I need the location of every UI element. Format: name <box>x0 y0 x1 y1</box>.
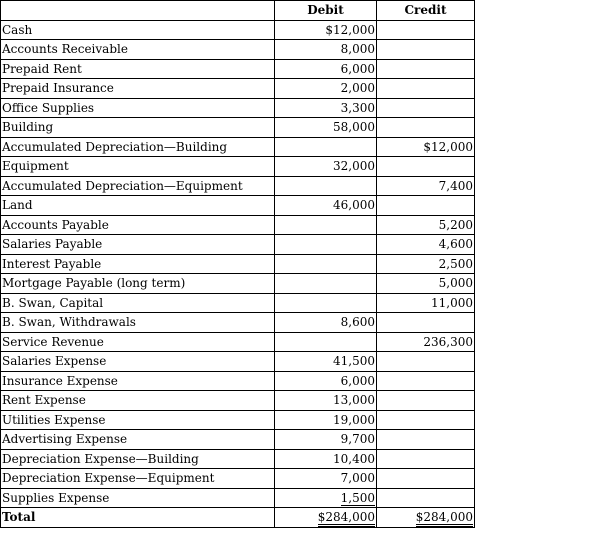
debit-column-header: Debit <box>275 1 377 21</box>
credit-cell <box>377 371 475 391</box>
credit-cell: 2,500 <box>377 254 475 274</box>
credit-cell: 236,300 <box>377 332 475 352</box>
debit-cell: 6,000 <box>275 371 377 391</box>
credit-cell: 4,600 <box>377 235 475 255</box>
debit-cell: 41,500 <box>275 352 377 372</box>
account-cell: Rent Expense <box>1 391 275 411</box>
debit-cell: 58,000 <box>275 118 377 138</box>
credit-cell <box>377 98 475 118</box>
table-row <box>1 352 475 372</box>
credit-cell <box>377 79 475 99</box>
table-row <box>1 59 475 79</box>
account-cell: Prepaid Insurance <box>1 79 275 99</box>
account-cell: Equipment <box>1 157 275 177</box>
debit-cell <box>275 332 377 352</box>
table-row <box>1 176 475 196</box>
account-cell: Depreciation Expense—Equipment <box>1 469 275 489</box>
credit-cell <box>377 118 475 138</box>
debit-cell <box>275 274 377 294</box>
debit-value: 1,500 <box>340 490 375 505</box>
debit-cell: 13,000 <box>275 391 377 411</box>
debit-cell <box>275 176 377 196</box>
table-row <box>1 332 475 352</box>
credit-cell <box>377 488 475 508</box>
credit-cell <box>377 59 475 79</box>
table-row <box>1 20 475 40</box>
account-cell: Land <box>1 196 275 216</box>
account-cell: Insurance Expense <box>1 371 275 391</box>
debit-cell: 2,000 <box>275 79 377 99</box>
table-row <box>1 410 475 430</box>
account-cell: B. Swan, Capital <box>1 293 275 313</box>
account-cell: Mortgage Payable (long term) <box>1 274 275 294</box>
table-row <box>1 293 475 313</box>
debit-cell: 10,400 <box>275 449 377 469</box>
account-cell: Supplies Expense <box>1 488 275 508</box>
account-cell: Salaries Payable <box>1 235 275 255</box>
table-row <box>1 79 475 99</box>
debit-cell: 46,000 <box>275 196 377 216</box>
debit-cell: 7,000 <box>275 469 377 489</box>
account-cell: Cash <box>1 20 275 40</box>
credit-cell: 5,000 <box>377 274 475 294</box>
table-row <box>1 157 475 177</box>
table-row <box>1 40 475 60</box>
credit-cell <box>377 196 475 216</box>
table-row <box>1 469 475 489</box>
debit-cell <box>275 254 377 274</box>
account-cell: Service Revenue <box>1 332 275 352</box>
table-row <box>1 274 475 294</box>
credit-cell <box>377 20 475 40</box>
account-cell: Depreciation Expense—Building <box>1 449 275 469</box>
debit-cell <box>275 488 377 508</box>
credit-cell <box>377 157 475 177</box>
account-cell: Advertising Expense <box>1 430 275 450</box>
total-label: Total <box>1 508 275 528</box>
account-cell: Accumulated Depreciation—Equipment <box>1 176 275 196</box>
credit-cell: $12,000 <box>377 137 475 157</box>
account-cell: Interest Payable <box>1 254 275 274</box>
table-row <box>1 254 475 274</box>
credit-cell <box>377 430 475 450</box>
table-row <box>1 313 475 333</box>
table-row <box>1 449 475 469</box>
account-cell: Building <box>1 118 275 138</box>
debit-cell: 8,000 <box>275 40 377 60</box>
debit-cell: 8,600 <box>275 313 377 333</box>
table-row <box>1 98 475 118</box>
debit-cell: 9,700 <box>275 430 377 450</box>
table-row <box>1 430 475 450</box>
debit-cell: 3,300 <box>275 98 377 118</box>
total-credit-value: $284,000 <box>416 510 473 527</box>
debit-cell <box>275 215 377 235</box>
debit-cell: $12,000 <box>275 20 377 40</box>
credit-cell <box>377 352 475 372</box>
table-row <box>1 196 475 216</box>
table-row <box>1 391 475 411</box>
debit-cell <box>275 235 377 255</box>
table-row <box>1 118 475 138</box>
total-debit-value: $284,000 <box>318 510 375 527</box>
debit-cell: 32,000 <box>275 157 377 177</box>
table-row <box>1 235 475 255</box>
account-cell: Accounts Receivable <box>1 40 275 60</box>
credit-cell <box>377 469 475 489</box>
account-cell: Utilities Expense <box>1 410 275 430</box>
total-credit <box>377 508 475 528</box>
debit-cell: 6,000 <box>275 59 377 79</box>
table-row <box>1 137 475 157</box>
debit-cell <box>275 137 377 157</box>
header-row <box>1 1 475 21</box>
credit-column-header: Credit <box>377 1 475 21</box>
total-debit <box>275 508 377 528</box>
account-cell: B. Swan, Withdrawals <box>1 313 275 333</box>
credit-cell <box>377 391 475 411</box>
debit-cell <box>275 293 377 313</box>
account-cell: Salaries Expense <box>1 352 275 372</box>
table-row <box>1 215 475 235</box>
credit-cell <box>377 313 475 333</box>
credit-cell <box>377 40 475 60</box>
debit-cell: 19,000 <box>275 410 377 430</box>
table-row <box>1 371 475 391</box>
credit-cell <box>377 410 475 430</box>
account-cell: Accumulated Depreciation—Building <box>1 137 275 157</box>
credit-cell: 11,000 <box>377 293 475 313</box>
account-cell: Office Supplies <box>1 98 275 118</box>
account-cell: Accounts Payable <box>1 215 275 235</box>
credit-cell: 5,200 <box>377 215 475 235</box>
account-column-header <box>1 1 275 21</box>
total-row <box>1 508 475 528</box>
account-cell: Prepaid Rent <box>1 59 275 79</box>
credit-cell: 7,400 <box>377 176 475 196</box>
table-row <box>1 488 475 508</box>
credit-cell <box>377 449 475 469</box>
